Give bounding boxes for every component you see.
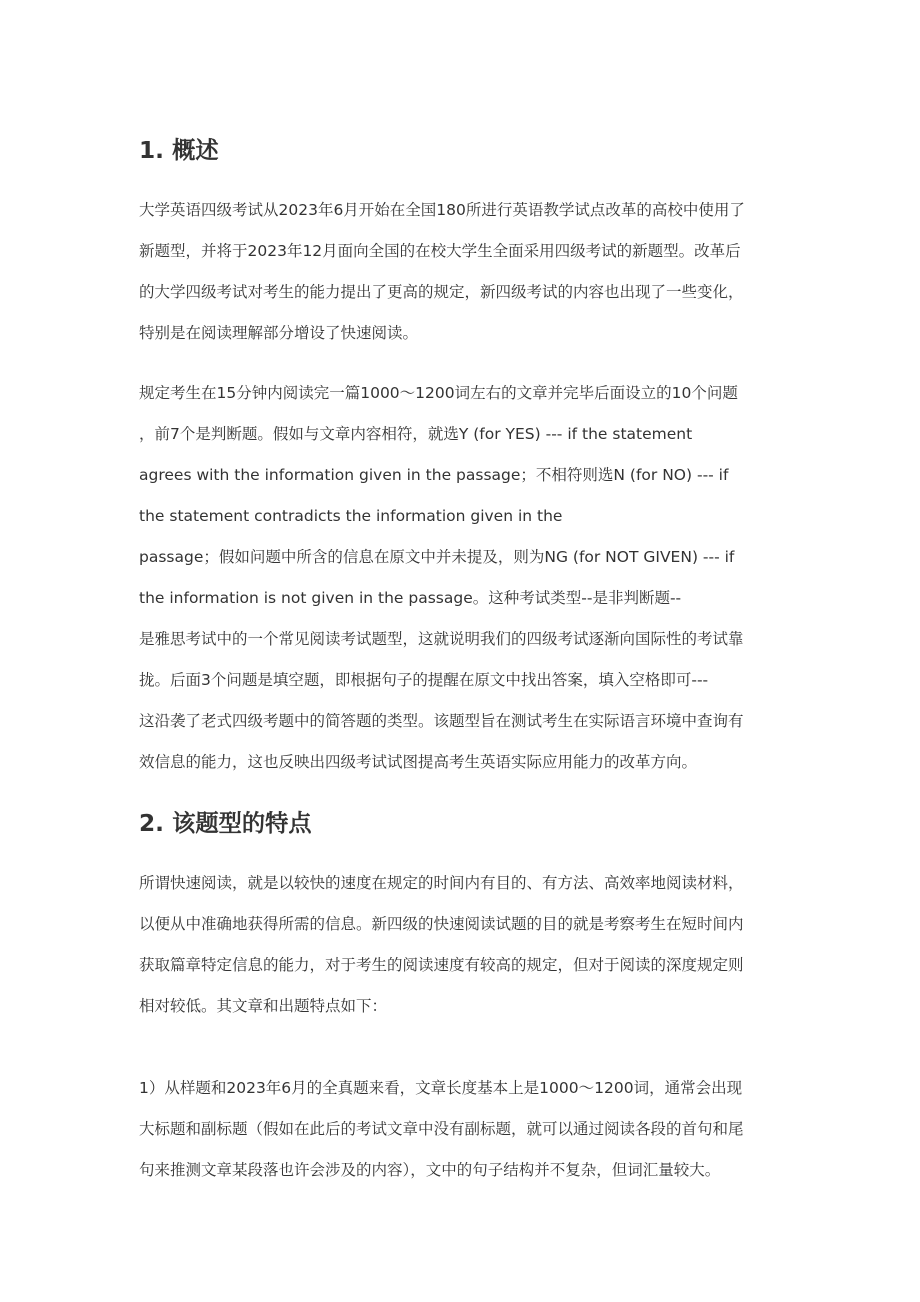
paragraph-line: 句来推测文章某段落也许会涉及的内容），文中的句子结构并不复杂，但词汇量较大。 <box>139 1161 721 1179</box>
paragraph-line: 大学英语四级考试从2023年6月开始在全国180所进行英语教学试点改革的高校中使用了 <box>139 201 745 219</box>
section-1-heading: 1. 概述 <box>139 137 219 164</box>
section-2-paragraph-2 <box>139 1068 744 1191</box>
paragraph-line: 特别是在阅读理解部分增设了快速阅读。 <box>139 324 419 342</box>
paragraph-line: 是雅思考试中的一个常见阅读考试题型，这就说明我们的四级考试逐渐向国际性的考试靠 <box>139 630 744 648</box>
paragraph-line: agrees with the information given in the passage；不相符则选N (for NO) --- if <box>139 466 729 484</box>
section-1-paragraph-1 <box>139 190 745 354</box>
paragraph-line: 相对较低。其文章和出题特点如下： <box>139 997 388 1015</box>
paragraph-line: 所谓快速阅读，就是以较快的速度在规定的时间内有目的、有方法、高效率地阅读材料， <box>139 874 744 892</box>
paragraph-line: 获取篇章特定信息的能力，对于考生的阅读速度有较高的规定，但对于阅读的深度规定则 <box>139 956 744 974</box>
paragraph-line: 的大学四级考试对考生的能力提出了更高的规定，新四级考试的内容也出现了一些变化， <box>139 283 744 301</box>
section-1-paragraph-2 <box>139 373 744 783</box>
paragraph-line: 新题型，并将于2023年12月面向全国的在校大学生全面采用四级考试的新题型。改革后 <box>139 242 741 260</box>
paragraph-line: ，前7个是判断题。假如与文章内容相符，就选Y (for YES) --- if the statement <box>139 425 693 443</box>
section-2-paragraph-1 <box>139 863 744 1027</box>
paragraph-line: 规定考生在15分钟内阅读完一篇1000～1200词左右的文章并完毕后面设立的10个问题 <box>139 384 738 402</box>
paragraph-line: the information is not given in the passage。这种考试类型--是非判断题-- <box>139 589 682 607</box>
paragraph-line: 效信息的能力，这也反映出四级考试试图提高考生英语实际应用能力的改革方向。 <box>139 753 698 771</box>
paragraph-line: the statement contradicts the information given in the <box>139 507 563 525</box>
section-2-heading: 2. 该题型的特点 <box>139 810 312 837</box>
paragraph-line: 大标题和副标题（假如在此后的考试文章中没有副标题，就可以通过阅读各段的首句和尾 <box>139 1120 744 1138</box>
paragraph-line: passage；假如问题中所含的信息在原文中并未提及，则为NG (for NOT GIVEN) --- if <box>139 548 735 566</box>
paragraph-line: 以便从中准确地获得所需的信息。新四级的快速阅读试题的目的就是考察考生在短时间内 <box>139 915 744 933</box>
paragraph-line: 拢。后面3个问题是填空题，即根据句子的提醒在原文中找出答案，填入空格即可--- <box>139 671 709 689</box>
paragraph-line: 1）从样题和2023年6月的全真题来看，文章长度基本上是1000～1200词，通常会出现 <box>139 1079 743 1097</box>
paragraph-line: 这沿袭了老式四级考题中的简答题的类型。该题型旨在测试考生在实际语言环境中查询有 <box>139 712 744 730</box>
